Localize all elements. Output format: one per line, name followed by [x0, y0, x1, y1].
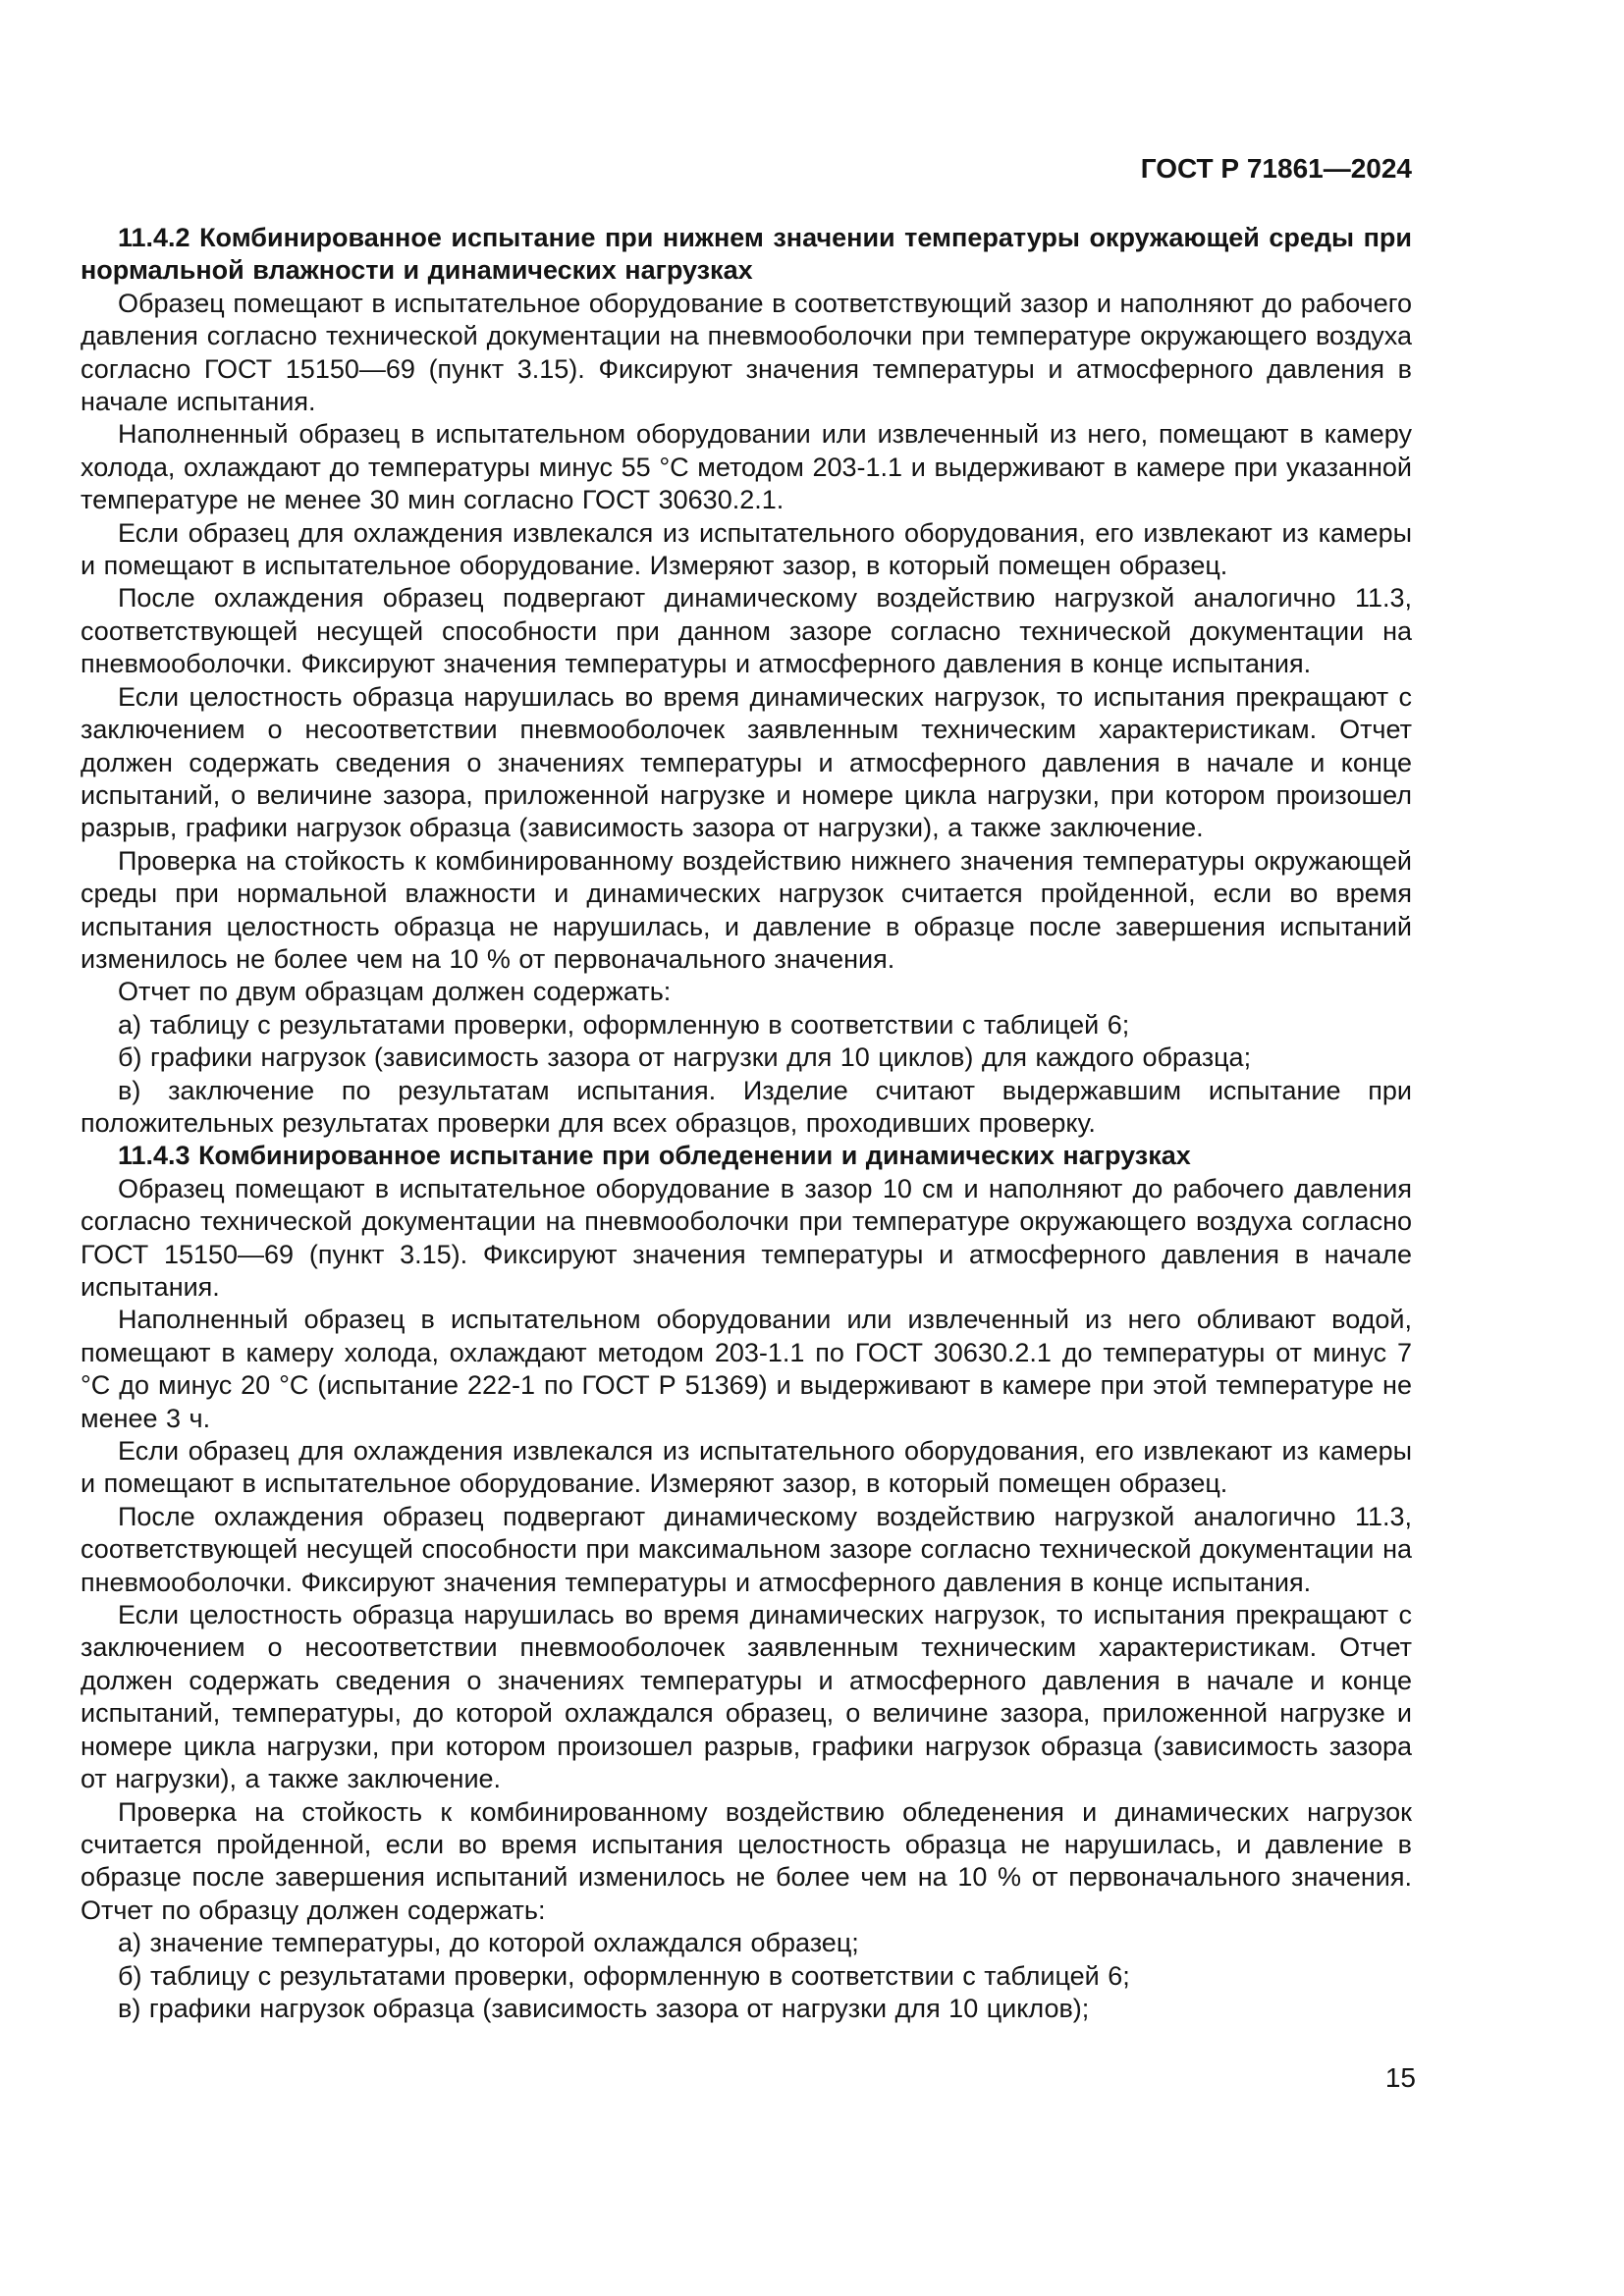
paragraph: Образец помещают в испытательное оборудование в соответствующий зазор и наполняют до рабочего давления согласно технической документации на пневмооболочки при температуре окружающего воздуха согласно ГОСТ 15150—69 (пункт 3.15). Фиксируют значения температуры и атмосферного давления в начале испытания.: [81, 288, 1412, 417]
paragraph: Наполненный образец в испытательном оборудовании или извлеченный из него обливают водой, помещают в камеру холода, охлаждают методом 203-1.1 по ГОСТ 30630.2.1 до температуры от минус 7 °С до минус 20 °С (испытание 222-1 по ГОСТ Р 51369) и выдерживают в камере при этой температуре не менее 3 ч.: [81, 1305, 1412, 1433]
paragraph: Если образец для охлаждения извлекался из испытательного оборудования, его извлекают из камеры и помещают в испытательное оборудование. Измеряют зазор, в который помещен образец.: [81, 1436, 1412, 1499]
paragraph: Проверка на стойкость к комбинированному воздействию обледенения и динамических нагрузок считается пройденной, если во время испытания целостность образца не нарушилась, и давление в образце после завершения испытаний изменилось не более чем на 10 % от первоначального значения. Отчет по образцу должен содержать:: [81, 1796, 1412, 1925]
paragraph: Образец помещают в испытательное оборудование в зазор 10 см и наполняют до рабочего давления согласно технической документации на пневмооболочки при температуре окружающего воздуха согласно ГОСТ 15150—69 (пункт 3.15). Фиксируют значения температуры и атмосферного давления в начале испытания.: [81, 1173, 1412, 1302]
list-item-b: б) таблицу с результатами проверки, оформленную в соответствии с таблицей 6;: [118, 1960, 1130, 1991]
paragraph: Проверка на стойкость к комбинированному воздействию нижнего значения температуры окружающей среды при нормальной влажности и динамических нагрузок считается пройденной, если во время испытания целостность образца не нарушилась, и давление в образце после завершения испытаний изменилось не более чем на 10 % от первоначального значения.: [81, 845, 1412, 974]
paragraph: После охлаждения образец подвергают динамическому воздействию нагрузкой аналогично 11.3, соответствующей несущей способности при максимальном зазоре согласно технической документации на пневмооболочки. Фиксируют значения температуры и атмосферного давления в конце испытания.: [81, 1501, 1412, 1597]
document-code-header: ГОСТ Р 71861—2024: [1140, 153, 1412, 184]
list-item-v: в) заключение по результатам испытания. Изделие считают выдержавшим испытание при положительных результатах проверки для всех образцов, проходивших проверку.: [81, 1075, 1412, 1138]
paragraph: Если целостность образца нарушилась во время динамических нагрузок, то испытания прекращают с заключением о несоответствии пневмооболочек заявленным техническим характеристикам. Отчет должен содержать сведения о значениях температуры и атмосферного давления в начале и конце испытаний, о величине зазора, приложенной нагрузке и номере цикла нагрузки, при котором произошел разрыв, графики нагрузок образца (зависимость зазора от нагрузки), а также заключение.: [81, 681, 1412, 843]
page-number: 15: [1384, 2062, 1416, 2093]
list-item-b: б) графики нагрузок (зависимость зазора от нагрузки для 10 циклов) для каждого образца;: [118, 1042, 1252, 1073]
list-item-v: в) графики нагрузок образца (зависимость зазора от нагрузки для 10 циклов);: [118, 1993, 1090, 2023]
paragraph: Если целостность образца нарушилась во время динамических нагрузок, то испытания прекращают с заключением о несоответствии пневмооболочек заявленным техническим характеристикам. Отчет должен содержать сведения о значениях температуры и атмосферного давления в начале и конце испытаний, температуры, до которой охлаждался образец, о величине зазора, приложенной нагрузке и номере цикла нагрузки, при котором произошел разрыв, графики нагрузок образца (зависимость зазора от нагрузки), а также заключение.: [81, 1600, 1412, 1794]
list-item-a: а) значение температуры, до которой охлаждался образец;: [118, 1928, 859, 1958]
section-heading-11-4-2: 11.4.2 Комбинированное испытание при нижнем значении температуры окружающей среды при нормальной влажности и динамических нагрузках: [81, 223, 1412, 286]
section-heading-11-4-3: 11.4.3 Комбинированное испытание при обледенении и динамических нагрузках: [118, 1141, 1191, 1171]
paragraph: После охлаждения образец подвергают динамическому воздействию нагрузкой аналогично 11.3, соответствующей несущей способности при данном зазоре согласно технической документации на пневмооболочки. Фиксируют значения температуры и атмосферного давления в конце испытания.: [81, 583, 1412, 679]
document-body: [81, 222, 1412, 2025]
paragraph: Отчет по двум образцам должен содержать:: [118, 977, 672, 1007]
paragraph: Наполненный образец в испытательном оборудовании или извлеченный из него, помещают в камеру холода, охлаждают до температуры минус 55 °С методом 203-1.1 и выдерживают в камере при указанной температуре не менее 30 мин согласно ГОСТ 30630.2.1.: [81, 419, 1412, 515]
list-item-a: а) таблицу с результатами проверки, оформленную в соответствии с таблицей 6;: [118, 1009, 1130, 1040]
paragraph: Если образец для охлаждения извлекался из испытательного оборудования, его извлекают из камеры и помещают в испытательное оборудование. Измеряют зазор, в который помещен образец.: [81, 517, 1412, 581]
